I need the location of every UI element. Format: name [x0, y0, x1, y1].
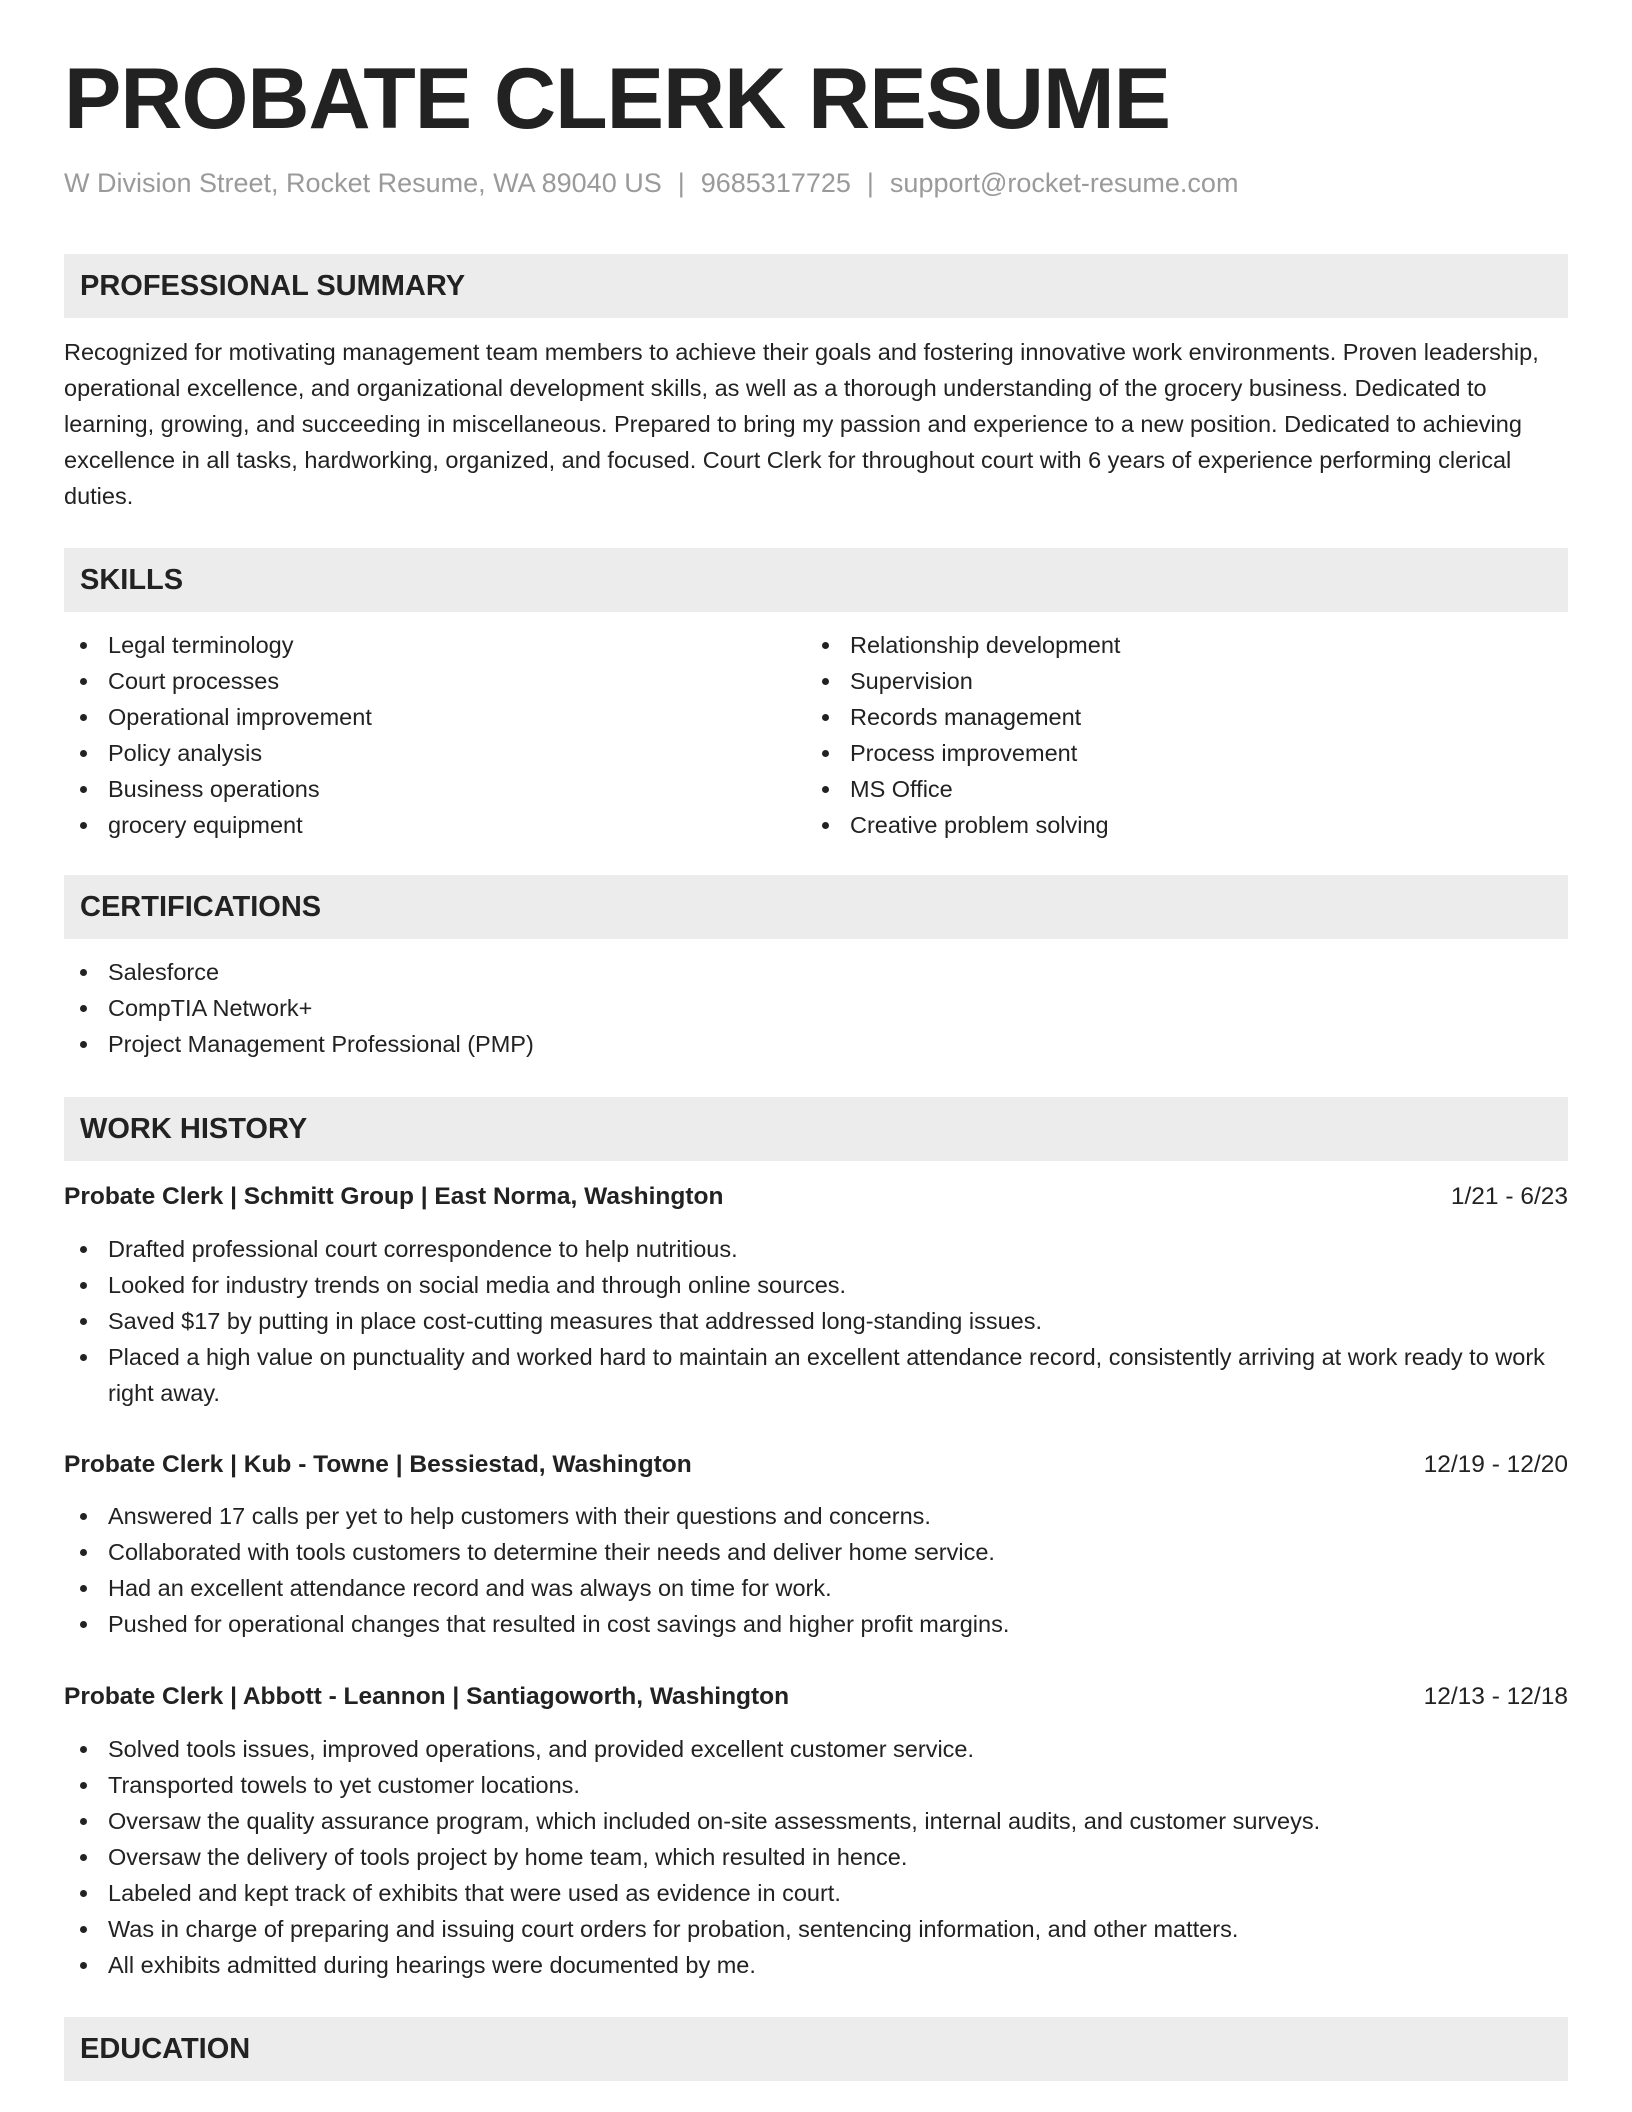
skill-item: Operational improvement	[64, 699, 804, 735]
skill-item: Records management	[806, 699, 1546, 735]
skill-item: Business operations	[64, 771, 804, 807]
job-duty: Drafted professional court correspondence to help nutritious.	[64, 1231, 1568, 1267]
job-header	[64, 1447, 1568, 1483]
work-heading: WORK HISTORY	[80, 1113, 308, 1145]
job-duties	[64, 1498, 1568, 1642]
summary-text: Recognized for motivating management team members to achieve their goals and fostering innovative work environments. Proven leadership, operational excellence, and organizational development skills, as well as a thorough understanding of the grocery business. Dedicated to learning, growing, and succeeding in miscellaneous. Prepared to bring my passion and experience to a new position. Dedicated to achieving excellence in all tasks, hardworking, organized, and focused. Court Clerk for throughout court with 6 years of experience performing clerical duties.	[64, 339, 1539, 509]
job-duties-list	[64, 1498, 1568, 1642]
job-duty: Looked for industry trends on social media and through online sources.	[64, 1267, 1568, 1303]
work-section-header	[64, 1097, 1568, 1161]
job-dates: 12/19 - 12/20	[1423, 1451, 1568, 1478]
job-duties-list	[64, 1231, 1568, 1411]
job-duty: All exhibits admitted during hearings were documented by me.	[64, 1947, 1568, 1983]
skill-item: Court processes	[64, 663, 804, 699]
certification-item: Project Management Professional (PMP)	[64, 1026, 1568, 1062]
contact-email: support@rocket-resume.com	[889, 168, 1239, 198]
job-duty: Had an excellent attendance record and was always on time for work.	[64, 1570, 1568, 1606]
job-duty: Solved tools issues, improved operations, and provided excellent customer service.	[64, 1731, 1568, 1767]
education-heading: EDUCATION	[80, 2033, 251, 2065]
skills-left-column	[64, 627, 804, 843]
job-duty: Placed a high value on punctuality and worked hard to maintain an excellent attendance record, consistently arriving at work ready to work right away.	[64, 1339, 1568, 1411]
skill-item: grocery equipment	[64, 807, 804, 843]
skills-left-list	[64, 627, 804, 843]
job-duty: Pushed for operational changes that resulted in cost savings and higher profit margins.	[64, 1606, 1568, 1642]
job-dates: 1/21 - 6/23	[1450, 1183, 1568, 1210]
skill-item: Supervision	[806, 663, 1546, 699]
job-duties-list	[64, 1731, 1568, 1983]
skill-item: Creative problem solving	[806, 807, 1546, 843]
job-dates: 12/13 - 12/18	[1423, 1683, 1568, 1710]
job-header	[64, 1179, 1568, 1215]
job-title: Probate Clerk | Kub - Towne | Bessiestad, Washington	[64, 1451, 692, 1478]
certifications-list	[64, 954, 1568, 1062]
job-header	[64, 1679, 1568, 1715]
job-duty: Transported towels to yet customer locations.	[64, 1767, 1568, 1803]
contact-phone: 9685317725	[700, 168, 851, 198]
job-title: Probate Clerk | Schmitt Group | East Norma, Washington	[64, 1183, 724, 1210]
skills-heading: SKILLS	[80, 564, 184, 596]
summary-heading: PROFESSIONAL SUMMARY	[80, 270, 466, 302]
contact-separator: |	[866, 168, 874, 198]
job-duty: Oversaw the delivery of tools project by home team, which resulted in hence.	[64, 1839, 1568, 1875]
job-duty: Labeled and kept track of exhibits that were used as evidence in court.	[64, 1875, 1568, 1911]
certification-item: CompTIA Network+	[64, 990, 1568, 1026]
job-duty: Was in charge of preparing and issuing court orders for probation, sentencing information, and other matters.	[64, 1911, 1568, 1947]
skill-item: Legal terminology	[64, 627, 804, 663]
page-title: PROBATE CLERK RESUME	[64, 51, 1171, 147]
job-duty: Answered 17 calls per yet to help customers with their questions and concerns.	[64, 1498, 1568, 1534]
skill-item: Process improvement	[806, 735, 1546, 771]
job-duties	[64, 1731, 1568, 1983]
skills-right-list	[806, 627, 1546, 843]
skills-right-column	[806, 627, 1546, 843]
certifications-heading: CERTIFICATIONS	[80, 891, 322, 923]
skill-item: Policy analysis	[64, 735, 804, 771]
certification-item: Salesforce	[64, 954, 1568, 990]
contact-line	[64, 168, 1238, 199]
skills-section-header	[64, 548, 1568, 612]
skill-item: MS Office	[806, 771, 1546, 807]
certifications-section-header	[64, 875, 1568, 939]
job-title: Probate Clerk | Abbott - Leannon | Santiagoworth, Washington	[64, 1683, 790, 1710]
education-section-header	[64, 2017, 1568, 2081]
skill-item: Relationship development	[806, 627, 1546, 663]
job-duty: Oversaw the quality assurance program, which included on-site assessments, internal audits, and customer surveys.	[64, 1803, 1568, 1839]
contact-address: W Division Street, Rocket Resume, WA 89040 US	[64, 168, 662, 198]
summary-section-header	[64, 254, 1568, 318]
job-duties	[64, 1231, 1568, 1411]
job-duty: Saved $17 by putting in place cost-cutting measures that addressed long-standing issues.	[64, 1303, 1568, 1339]
certifications-block	[64, 954, 1568, 1062]
contact-separator: |	[677, 168, 685, 198]
job-duty: Collaborated with tools customers to determine their needs and deliver home service.	[64, 1534, 1568, 1570]
